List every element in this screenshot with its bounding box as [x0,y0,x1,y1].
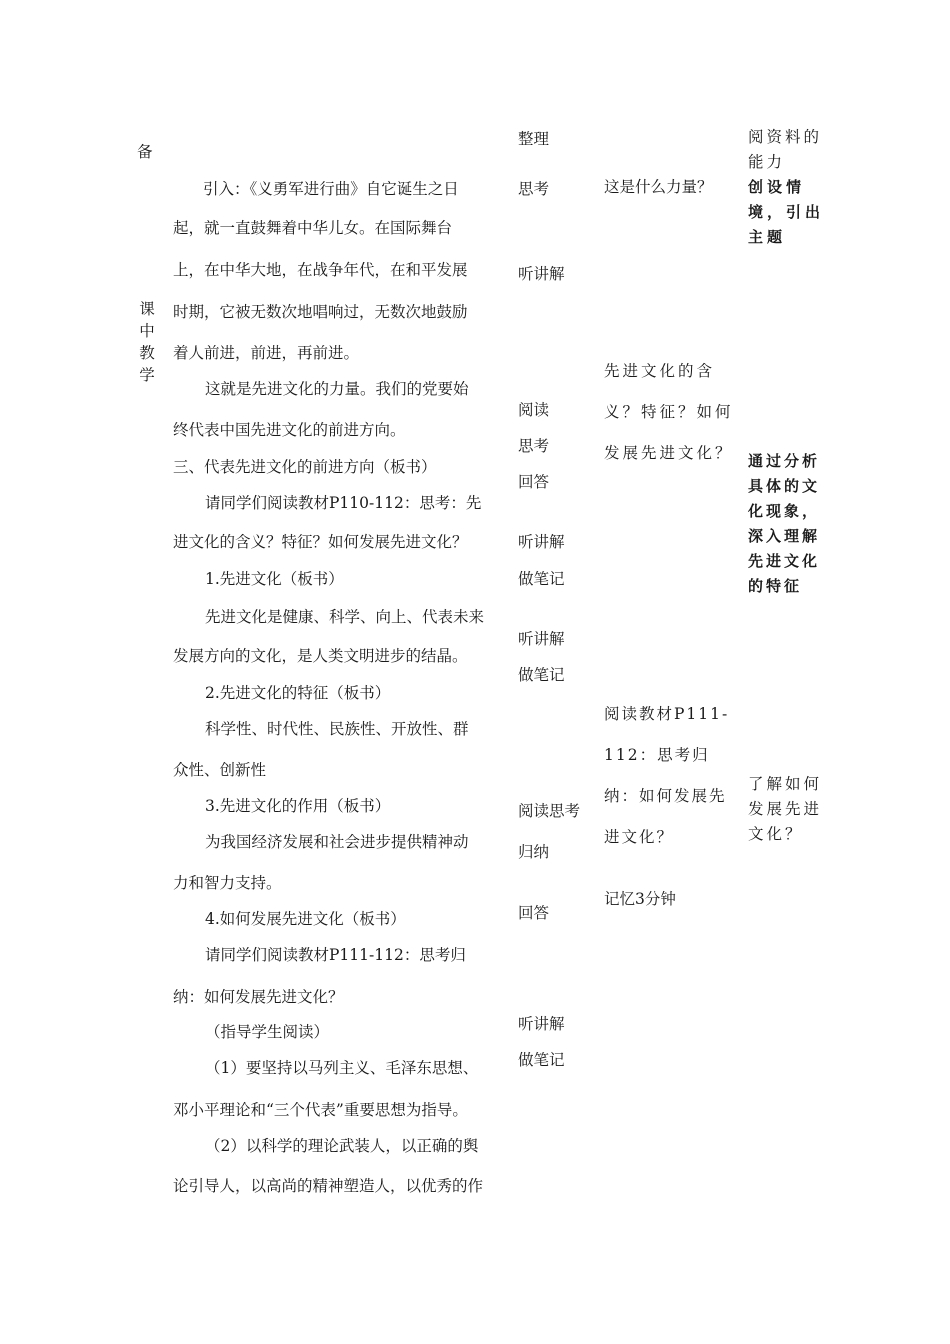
content-line: 发展方向的文化，是人类文明进步的结晶。 [173,647,468,665]
intent-1: 阅资料的能力 [748,128,823,171]
section-char: 教 [139,344,155,362]
content-line: 三、代表先进文化的前进方向（板书） [173,458,437,476]
activity-item: 回答 [518,904,550,922]
intent-2: 创设情境，引出主题 [748,178,825,246]
content-line: 先进文化是健康、科学、向上、代表未来 [205,608,485,626]
content-line: 引入：《义勇军进行曲》自它诞生之日 [203,180,459,198]
content-line: 3.先进文化的作用（板书） [205,797,391,815]
activity-item: 听讲解 [518,533,565,551]
activity-item: 阅读思考 [518,802,581,820]
content-line: 2.先进文化的特征（板书） [205,684,391,702]
section-char: 课 [139,300,155,318]
content-line: 终代表中国先进文化的前进方向。 [173,421,406,439]
activity-item: 回答 [518,473,550,491]
content-line: 邓小平理论和“三个代表”重要思想为指导。 [173,1101,468,1119]
content-line: 1.先进文化（板书） [205,570,344,588]
activity-item: 整理 [518,130,550,148]
activity-item: 做笔记 [518,570,565,588]
activity-item: 听讲解 [518,265,565,283]
content-line: 为我国经济发展和社会进步提供精神动 [205,833,469,851]
activity-item: 做笔记 [518,666,565,684]
activity-item: 思考 [518,180,550,198]
content-line: （2）以科学的理论武装人，以正确的舆 [205,1137,479,1155]
question-2: 先进文化的含义？特征？如何发展先进文化？ [604,362,734,462]
activity-item: 思考 [518,437,550,455]
section-char: 中 [139,322,155,340]
content-line: 着人前进，前进，再前进。 [173,344,360,362]
content-line: 科学性、时代性、民族性、开放性、群 [205,720,469,738]
activity-item: 听讲解 [518,630,565,648]
content-line: （1）要坚持以马列主义、毛泽东思想、 [205,1059,479,1077]
content-line: 论引导人，以高尚的精神塑造人，以优秀的作 [173,1177,484,1195]
activity-item: 做笔记 [518,1051,565,1069]
question-1: 这是什么力量？ [604,178,713,196]
content-line: （指导学生阅读） [205,1023,330,1041]
content-line: 力和智力支持。 [173,874,282,892]
question-3: 阅读教材P111-112：思考归纳：如何发展先进文化？ [604,705,730,846]
content-line: 请同学们阅读教材P110-112：思考：先 [205,494,482,512]
section-top-char: 备 [137,143,153,161]
content-line: 4.如何发展先进文化（板书） [205,910,406,928]
content-line: 众性、创新性 [173,761,267,779]
content-line: 起，就一直鼓舞着中华儿女。在国际舞台 [173,219,453,237]
section-label-vertical [137,298,161,386]
content-line: 请同学们阅读教材P111-112：思考归 [205,946,466,964]
intent-4: 了解如何发展先进文化？ [748,775,823,843]
intent-3: 通过分析具体的文化现象，深入理解先进文化的特征 [748,452,821,595]
content-line: 时期，它被无数次地唱响过，无数次地鼓励 [173,303,468,321]
activity-item: 听讲解 [518,1015,565,1033]
content-line: 上，在中华大地，在战争年代，在和平发展 [173,261,468,279]
section-char: 学 [139,366,155,384]
content-line: 这就是先进文化的力量。我们的党要始 [205,380,469,398]
activity-item: 归纳 [518,843,550,861]
activity-item: 阅读 [518,401,550,419]
question-4: 记忆3分钟 [604,890,676,908]
content-line: 进文化的含义？特征？如何发展先进文化？ [173,533,468,551]
content-line: 纳：如何发展先进文化？ [173,988,344,1006]
